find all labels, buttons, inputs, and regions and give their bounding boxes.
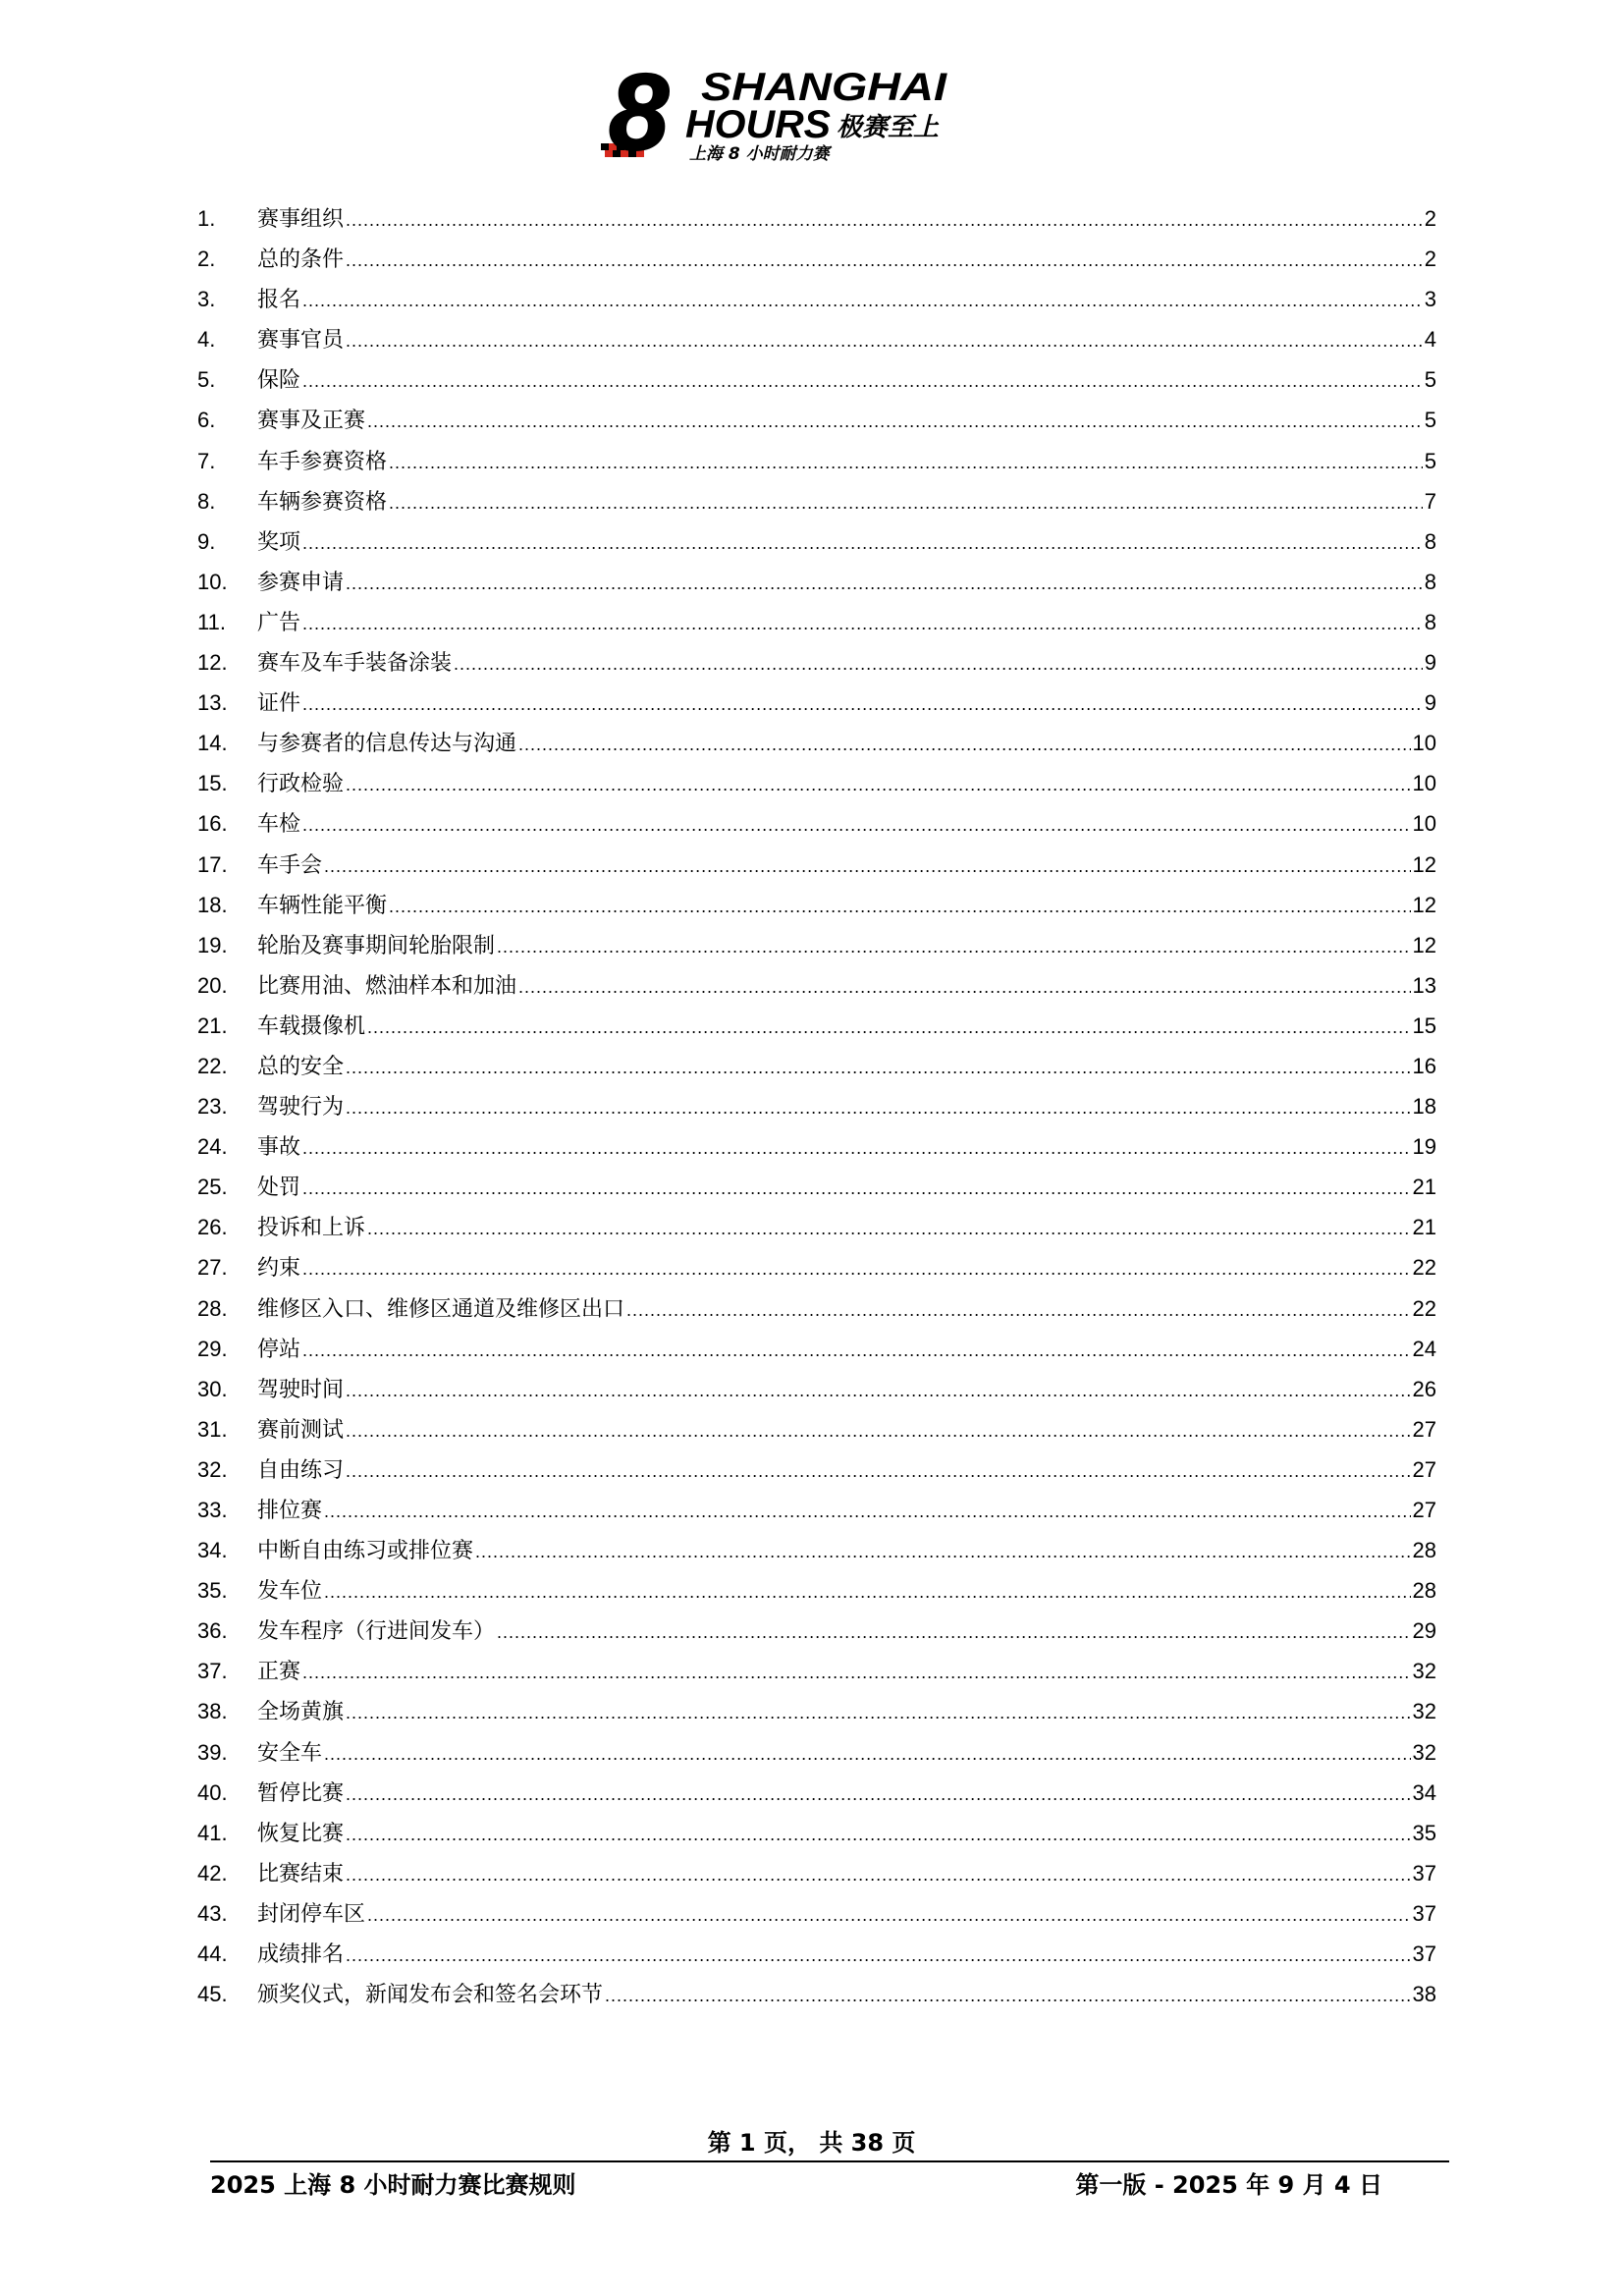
toc-dot-leader — [302, 684, 1423, 725]
toc-entry-page: 12 — [1412, 932, 1436, 957]
toc-entry-page: 9 — [1424, 650, 1436, 676]
toc-entry-title: 颁奖仪式，新闻发布会和签名会环节 — [257, 1983, 604, 2008]
toc-entry-number: 16. — [197, 811, 228, 837]
toc-entry-title: 参赛申请 — [257, 570, 345, 595]
toc-entry[interactable] — [197, 1530, 1436, 1570]
toc-entry-page: 12 — [1412, 892, 1436, 917]
toc-entry-page: 28 — [1412, 1578, 1436, 1604]
toc-entry-number: 22. — [197, 1053, 228, 1078]
toc-entry-page: 12 — [1412, 851, 1436, 877]
toc-entry-number: 3. — [197, 287, 216, 312]
toc-entry-title: 暂停比赛 — [257, 1780, 345, 1806]
toc-entry-number: 44. — [197, 1941, 228, 1967]
toc-entry[interactable] — [197, 562, 1436, 602]
toc-entry-title: 行政检验 — [257, 772, 345, 797]
toc-entry[interactable] — [197, 1813, 1436, 1853]
toc-entry-title: 赛事官员 — [257, 328, 345, 354]
toc-entry-page: 2 — [1424, 246, 1436, 272]
toc-dot-leader — [346, 1048, 1411, 1088]
toc-entry-page: 37 — [1412, 1900, 1436, 1926]
toc-entry-page: 24 — [1412, 1336, 1436, 1361]
toc-dot-leader — [346, 1451, 1411, 1492]
toc-entry-title: 车辆性能平衡 — [257, 893, 388, 918]
toc-entry-page: 28 — [1412, 1538, 1436, 1563]
toc-entry-title: 赛事及正赛 — [257, 409, 366, 434]
toc-entry[interactable] — [197, 1369, 1436, 1409]
toc-entry-number: 35. — [197, 1578, 228, 1604]
toc-dot-leader — [346, 765, 1411, 805]
toc-entry-number: 43. — [197, 1900, 228, 1926]
toc-entry-page: 7 — [1424, 488, 1436, 514]
footer-document-title: 2025 上海 8 小时耐力赛比赛规则 — [210, 2171, 576, 2199]
toc-entry[interactable] — [197, 1691, 1436, 1731]
toc-entry-number: 38. — [197, 1699, 228, 1724]
toc-entry[interactable] — [197, 723, 1436, 763]
toc-entry-title: 车手会 — [257, 852, 323, 878]
toc-dot-leader — [454, 644, 1423, 684]
toc-entry[interactable] — [197, 400, 1436, 440]
toc-entry-page: 29 — [1412, 1618, 1436, 1644]
toc-dot-leader — [346, 1775, 1411, 1815]
toc-entry-number: 5. — [197, 367, 216, 393]
toc-entry-number: 26. — [197, 1215, 228, 1240]
toc-entry-title: 维修区入口、维修区通道及维修区出口 — [257, 1296, 625, 1322]
toc-dot-leader — [346, 241, 1423, 281]
table-of-contents — [197, 198, 1436, 2014]
toc-entry[interactable] — [197, 602, 1436, 642]
toc-entry[interactable] — [197, 521, 1436, 562]
toc-dot-leader — [302, 361, 1423, 402]
toc-entry[interactable] — [197, 1449, 1436, 1490]
toc-dot-leader — [346, 1693, 1411, 1733]
toc-entry[interactable] — [197, 1732, 1436, 1773]
toc-entry-number: 45. — [197, 1982, 228, 2007]
toc-dot-leader — [346, 321, 1423, 361]
toc-entry-title: 发车程序（行进间发车） — [257, 1619, 496, 1645]
toc-entry-title: 证件 — [257, 691, 301, 717]
toc-entry-page: 38 — [1412, 1982, 1436, 2007]
toc-entry-page: 5 — [1424, 448, 1436, 473]
toc-entry-title: 驾驶时间 — [257, 1377, 345, 1402]
toc-entry-title: 奖项 — [257, 529, 301, 555]
toc-entry[interactable] — [197, 319, 1436, 359]
toc-entry-page: 9 — [1424, 690, 1436, 716]
toc-entry[interactable] — [197, 803, 1436, 844]
toc-entry-number: 20. — [197, 972, 228, 998]
toc-entry-number: 33. — [197, 1498, 228, 1522]
toc-entry[interactable] — [197, 1651, 1436, 1691]
toc-entry-title: 排位赛 — [257, 1499, 323, 1523]
toc-entry[interactable] — [197, 198, 1436, 239]
toc-entry-title: 报名 — [257, 288, 301, 313]
toc-entry-title: 总的安全 — [257, 1054, 345, 1079]
toc-entry-number: 42. — [197, 1860, 228, 1886]
toc-entry[interactable] — [197, 1934, 1436, 1974]
toc-entry[interactable] — [197, 1046, 1436, 1086]
toc-entry[interactable] — [197, 965, 1436, 1006]
logo-slogan: 极赛至上 — [837, 113, 940, 142]
toc-entry-page: 10 — [1412, 811, 1436, 837]
toc-entry-number: 19. — [197, 932, 228, 957]
toc-entry-number: 4. — [197, 327, 216, 353]
toc-entry-page: 10 — [1412, 731, 1436, 756]
toc-entry-page: 32 — [1412, 1739, 1436, 1765]
toc-entry-title: 处罚 — [257, 1175, 301, 1201]
toc-entry[interactable] — [197, 1288, 1436, 1329]
toc-entry-number: 15. — [197, 771, 228, 796]
toc-entry-title: 中断自由练习或排位赛 — [257, 1539, 474, 1564]
toc-entry-page: 32 — [1412, 1699, 1436, 1724]
toc-entry[interactable] — [197, 1329, 1436, 1369]
toc-entry[interactable] — [197, 683, 1436, 723]
toc-entry-page: 26 — [1412, 1376, 1436, 1401]
toc-entry-number: 40. — [197, 1779, 228, 1805]
toc-entry-title: 自由练习 — [257, 1457, 345, 1483]
toc-entry-title: 约束 — [257, 1256, 301, 1282]
toc-entry-title: 广告 — [257, 610, 301, 635]
toc-entry[interactable] — [197, 885, 1436, 925]
toc-entry[interactable] — [197, 1490, 1436, 1530]
toc-entry[interactable] — [197, 441, 1436, 481]
toc-dot-leader — [367, 1209, 1411, 1249]
toc-entry[interactable] — [197, 1086, 1436, 1126]
toc-entry-number: 28. — [197, 1295, 228, 1321]
toc-entry[interactable] — [197, 642, 1436, 683]
toc-dot-leader — [302, 281, 1423, 321]
toc-entry[interactable] — [197, 359, 1436, 400]
toc-entry-number: 31. — [197, 1416, 228, 1442]
toc-entry-page: 3 — [1424, 287, 1436, 312]
toc-dot-leader — [324, 1492, 1411, 1532]
footer-divider — [210, 2160, 1449, 2162]
logo-line1: SHANGHAI — [701, 66, 948, 109]
toc-entry-page: 10 — [1412, 771, 1436, 796]
toc-entry-number: 6. — [197, 408, 216, 433]
toc-entry[interactable] — [197, 1570, 1436, 1611]
toc-dot-leader — [302, 523, 1423, 564]
logo-numeral: 8 — [609, 65, 670, 163]
toc-dot-leader — [302, 1653, 1411, 1693]
toc-entry-title: 赛事组织 — [257, 207, 345, 232]
toc-entry-title: 总的条件 — [257, 247, 345, 273]
toc-dot-leader — [302, 1249, 1411, 1289]
toc-entry-number: 32. — [197, 1456, 228, 1482]
toc-entry-number: 9. — [197, 528, 216, 554]
toc-entry[interactable] — [197, 1167, 1436, 1207]
toc-entry[interactable] — [197, 1247, 1436, 1287]
logo-line2: HOURS — [685, 103, 832, 146]
toc-entry-title: 停站 — [257, 1337, 301, 1362]
toc-entry-page: 15 — [1412, 1012, 1436, 1038]
toc-dot-leader — [389, 887, 1411, 927]
toc-entry-page: 35 — [1412, 1820, 1436, 1845]
toc-dot-leader — [346, 1088, 1411, 1128]
toc-dot-leader — [518, 967, 1411, 1008]
toc-entry-number: 21. — [197, 1012, 228, 1038]
toc-entry-page: 5 — [1424, 367, 1436, 393]
toc-entry-page: 34 — [1412, 1779, 1436, 1805]
toc-entry-title: 安全车 — [257, 1740, 323, 1766]
toc-entry[interactable] — [197, 481, 1436, 521]
logo-subtitle: 上海 8 小时耐力赛 — [689, 144, 830, 163]
toc-entry-title: 车辆参赛资格 — [257, 489, 388, 515]
toc-entry-number: 18. — [197, 892, 228, 917]
toc-dot-leader — [346, 1815, 1411, 1855]
toc-dot-leader — [497, 927, 1411, 967]
toc-dot-leader — [367, 1008, 1411, 1048]
toc-dot-leader — [389, 443, 1423, 483]
toc-entry-title: 与参赛者的信息传达与沟通 — [257, 732, 517, 757]
toc-entry-page: 37 — [1412, 1941, 1436, 1967]
toc-entry-title: 轮胎及赛事期间轮胎限制 — [257, 933, 496, 958]
toc-entry[interactable] — [197, 845, 1436, 885]
toc-entry[interactable] — [197, 279, 1436, 319]
toc-entry[interactable] — [197, 1773, 1436, 1813]
toc-entry-title: 发车位 — [257, 1579, 323, 1605]
toc-entry-number: 24. — [197, 1134, 228, 1160]
toc-entry[interactable] — [197, 1126, 1436, 1167]
toc-dot-leader — [605, 1976, 1411, 2016]
toc-entry-number: 29. — [197, 1336, 228, 1361]
toc-entry[interactable] — [197, 763, 1436, 803]
toc-dot-leader — [346, 564, 1423, 604]
toc-entry-title: 封闭停车区 — [257, 1901, 366, 1927]
toc-entry-title: 驾驶行为 — [257, 1095, 345, 1121]
toc-entry-number: 30. — [197, 1376, 228, 1401]
toc-entry-page: 22 — [1412, 1295, 1436, 1321]
toc-entry-page: 22 — [1412, 1255, 1436, 1281]
toc-entry-title: 比赛用油、燃油样本和加油 — [257, 973, 517, 999]
toc-entry-number: 34. — [197, 1538, 228, 1563]
toc-entry-title: 全场黄旗 — [257, 1700, 345, 1725]
toc-dot-leader — [302, 805, 1411, 846]
toc-entry-number: 2. — [197, 246, 216, 272]
toc-entry[interactable] — [197, 1893, 1436, 1934]
toc-entry-page: 21 — [1412, 1175, 1436, 1200]
toc-entry-page: 37 — [1412, 1860, 1436, 1886]
toc-entry-page: 8 — [1424, 528, 1436, 554]
toc-dot-leader — [367, 1895, 1411, 1936]
toc-entry-title: 赛前测试 — [257, 1417, 345, 1443]
toc-dot-leader — [626, 1290, 1411, 1331]
toc-entry-number: 11. — [197, 609, 226, 634]
toc-dot-leader — [302, 1128, 1411, 1169]
toc-entry-number: 13. — [197, 690, 228, 716]
toc-entry-title: 车手参赛资格 — [257, 449, 388, 474]
toc-entry-title: 正赛 — [257, 1660, 301, 1685]
toc-entry-number: 36. — [197, 1618, 228, 1644]
toc-dot-leader — [324, 847, 1411, 887]
toc-entry-page: 19 — [1412, 1134, 1436, 1160]
toc-entry-page: 4 — [1424, 327, 1436, 353]
toc-dot-leader — [302, 1331, 1411, 1371]
toc-entry-number: 12. — [197, 650, 228, 676]
toc-entry-title: 车载摄像机 — [257, 1013, 366, 1039]
toc-entry-page: 32 — [1412, 1659, 1436, 1684]
toc-entry-number: 23. — [197, 1094, 228, 1120]
toc-entry-page: 27 — [1412, 1498, 1436, 1522]
toc-entry[interactable] — [197, 1974, 1436, 2014]
toc-entry-number: 1. — [197, 206, 216, 231]
toc-entry-title: 比赛结束 — [257, 1861, 345, 1886]
shanghai-8-hours-logo — [595, 65, 978, 163]
toc-dot-leader — [475, 1532, 1411, 1572]
toc-dot-leader — [302, 1169, 1411, 1209]
toc-entry-number: 17. — [197, 851, 228, 877]
toc-dot-leader — [346, 200, 1423, 241]
toc-entry-title: 投诉和上诉 — [257, 1216, 366, 1241]
toc-entry-page: 21 — [1412, 1215, 1436, 1240]
toc-entry-page: 16 — [1412, 1053, 1436, 1078]
toc-entry-number: 39. — [197, 1739, 228, 1765]
toc-dot-leader — [389, 483, 1423, 523]
page-count: 第 1 页， 共 38 页 — [707, 2129, 916, 2157]
toc-dot-leader — [302, 604, 1423, 644]
toc-entry-number: 10. — [197, 569, 228, 594]
toc-dot-leader — [324, 1572, 1411, 1613]
toc-entry[interactable] — [197, 1006, 1436, 1046]
toc-entry[interactable] — [197, 1207, 1436, 1247]
toc-entry-page: 18 — [1412, 1094, 1436, 1120]
toc-entry-number: 27. — [197, 1255, 228, 1281]
toc-dot-leader — [346, 1936, 1411, 1976]
toc-entry-title: 车检 — [257, 812, 301, 838]
toc-dot-leader — [367, 402, 1423, 442]
toc-entry-page: 27 — [1412, 1456, 1436, 1482]
toc-entry-title: 成绩排名 — [257, 1942, 345, 1968]
toc-entry-number: 41. — [197, 1820, 228, 1845]
toc-dot-leader — [346, 1411, 1411, 1451]
toc-entry-page: 8 — [1424, 569, 1436, 594]
toc-entry-title: 保险 — [257, 368, 301, 394]
toc-entry[interactable] — [197, 1853, 1436, 1893]
toc-dot-leader — [346, 1855, 1411, 1895]
toc-entry[interactable] — [197, 1409, 1436, 1449]
toc-entry-page: 8 — [1424, 609, 1436, 634]
toc-dot-leader — [497, 1613, 1411, 1653]
toc-entry[interactable] — [197, 1611, 1436, 1651]
toc-entry-page: 13 — [1412, 972, 1436, 998]
toc-entry-title: 恢复比赛 — [257, 1821, 345, 1846]
toc-entry-page: 2 — [1424, 206, 1436, 231]
toc-entry[interactable] — [197, 925, 1436, 965]
toc-dot-leader — [324, 1734, 1411, 1775]
toc-dot-leader — [346, 1371, 1411, 1411]
toc-entry-page: 5 — [1424, 408, 1436, 433]
footer-version-date: 第一版 - 2025 年 9 月 4 日 — [1075, 2171, 1382, 2199]
toc-entry-number: 37. — [197, 1659, 228, 1684]
toc-entry-title: 事故 — [257, 1135, 301, 1161]
toc-entry-title: 赛车及车手装备涂装 — [257, 651, 453, 677]
toc-entry-number: 8. — [197, 488, 216, 514]
toc-entry-page: 27 — [1412, 1416, 1436, 1442]
toc-dot-leader — [518, 725, 1411, 765]
toc-entry-number: 14. — [197, 731, 228, 756]
toc-entry[interactable] — [197, 239, 1436, 279]
toc-entry-number: 25. — [197, 1175, 228, 1200]
toc-entry-number: 7. — [197, 448, 216, 473]
